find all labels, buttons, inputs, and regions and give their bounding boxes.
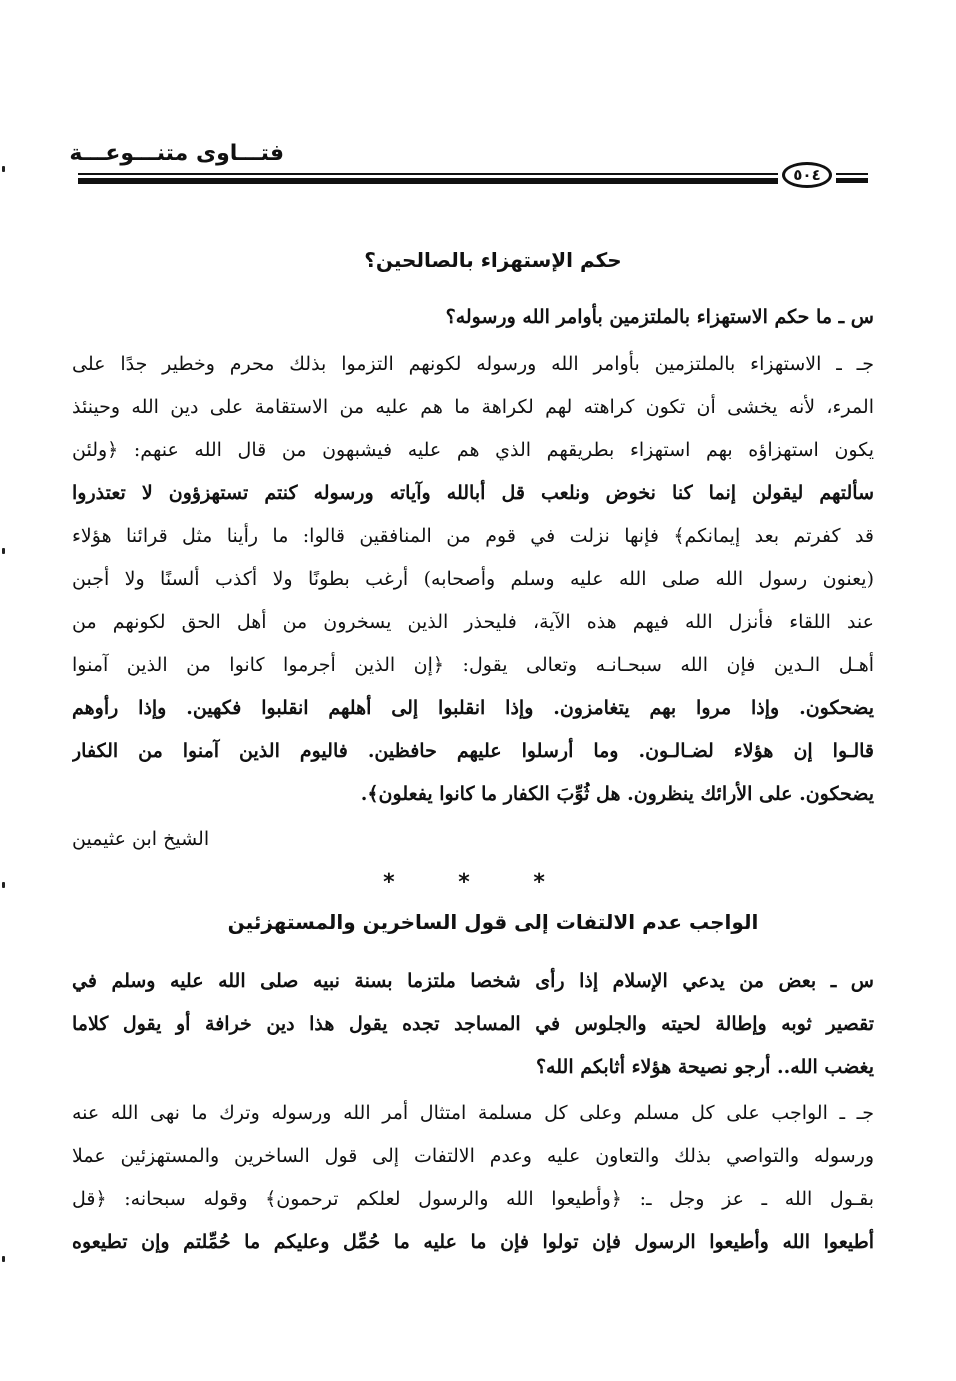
- section-separator: * * *: [383, 870, 573, 895]
- scan-edge-mark: [2, 166, 5, 172]
- page-number-rule-thick: [836, 178, 868, 183]
- section1-answer-line: (يعنون رسول الله صلى الله عليه وسلم وأصحابه) أرغب بطونًا ولا أكذب ألسنًا ولا أجبن: [72, 568, 874, 590]
- section1-heading: [0, 248, 956, 272]
- section1-answer-line: أهـل الـدين فإن الله سبحـانـه وتعالى يقول: ﴿إن الذين أجرموا كانوا من الذين آمنوا: [72, 654, 874, 676]
- page-number-ornament: [778, 160, 870, 190]
- running-head-title: فتـــاوى متنـــوعـــة: [69, 141, 284, 166]
- header-rule-thin: [78, 173, 778, 175]
- page-number: ٥٠٤: [782, 162, 832, 188]
- section1-answer-line: قالـوا إن هؤلاء لضـالـون. وما أرسلوا عليهم حافظين. فاليوم الذين آمنوا من الكفار: [72, 740, 874, 762]
- header-rule-thick: [78, 178, 778, 184]
- scan-edge-mark: [2, 1256, 5, 1262]
- section1-answer-line: جـ ـ الاستهزاء بالملتزمين بأوامر الله ورسوله لكونهم التزموا بذلك محرم وخطير جدًا على: [72, 353, 874, 375]
- section2-question-line: س ـ بعض من يدعي الإسلام إذا رأى شخصا ملتزما بسنة نبيه صلى الله عليه وسلم في: [72, 970, 874, 992]
- section1-answer-line: عند اللقاء فأنزل الله فيهم هذه الآية، فليحذر الذين يسخرون من أهل الحق لكونهم من: [72, 611, 874, 633]
- section2-question-line: يغضب الله.. أرجو نصيحة هؤلاء أثابكم الله؟: [535, 1056, 874, 1078]
- section2-answer-line: أطيعوا الله وأطيعوا الرسول فإن تولوا فإن ما عليه ما حُمِّل وعليكم ما حُمِّلتم وإن تطيعوه: [72, 1231, 874, 1253]
- section1-answer-line: يضحكون. على الأرائك ينظرون. هل ثُوِّبَ الكفار ما كانوا يفعلون﴾.: [360, 783, 874, 805]
- section1-answer-line: سألتهم ليقولن إنما كنا نخوض ونلعب قل أبالله وآياته ورسوله كنتم تستهزؤون لا تعتذروا: [72, 482, 874, 504]
- page-number-rule-thin: [836, 173, 868, 175]
- section1-answer-line: يضحكون. وإذا مروا بهم يتغامزون. وإذا انقلبوا إلى أهلهم انقلبوا فكهين. وإذا رأوهم: [72, 697, 874, 719]
- section1-answer-line: المرء، لأنه يخشى أن تكون كراهته لهم لكراهة ما هم عليه من الاستقامة على دين الله وحينئذ: [72, 396, 874, 418]
- section1-answer-line: يكون استهزاؤه بهم استهزاء بطريقهم الذي هم عليه فيشبهون من قال الله عنهم: ﴿ولئن: [72, 439, 874, 461]
- section2-heading: [0, 910, 956, 934]
- section1-heading-text: حكم الإستهزاء بالصالحين؟: [364, 248, 622, 272]
- section2-answer-line: ورسوله والتواصي بذلك والتعاون عليه وعدم الالتفات إلى قول الساخرين والمستهزئين عملا: [72, 1145, 874, 1167]
- scan-edge-mark: [2, 548, 5, 554]
- section2-answer-line: بقـول الله ـ عز وجل ـ: ﴿وأطيعوا الله والرسول لعلكم ترحمون﴾ وقوله سبحانه: ﴿قل: [72, 1188, 874, 1210]
- section1-answer-line: قد كفرتم بعد إيمانكم﴾ فإنها نزلت في قوم من المنافقين قالوا: ما رأينا مثل قرائنا هؤلاء: [72, 525, 874, 547]
- section2-heading-text: الواجب عدم الالتفات إلى قول الساخرين والمستهزئين: [227, 910, 759, 934]
- section1-author: الشيخ ابن عثيمين: [72, 828, 210, 850]
- section2-answer-line: جـ ـ الواجب على كل مسلم وعلى كل مسلمة امتثال أمر الله ورسوله وترك ما نهى الله عنه: [72, 1102, 874, 1124]
- section1-question-line: س ـ ما حكم الاستهزاء بالملتزمين بأوامر الله ورسوله؟: [445, 306, 874, 328]
- section2-question-line: تقصير ثوبه وإطالة لحيته والجلوس في المساجد تجده يقول هذا دين خرافة أو يقول كلاما: [72, 1013, 874, 1035]
